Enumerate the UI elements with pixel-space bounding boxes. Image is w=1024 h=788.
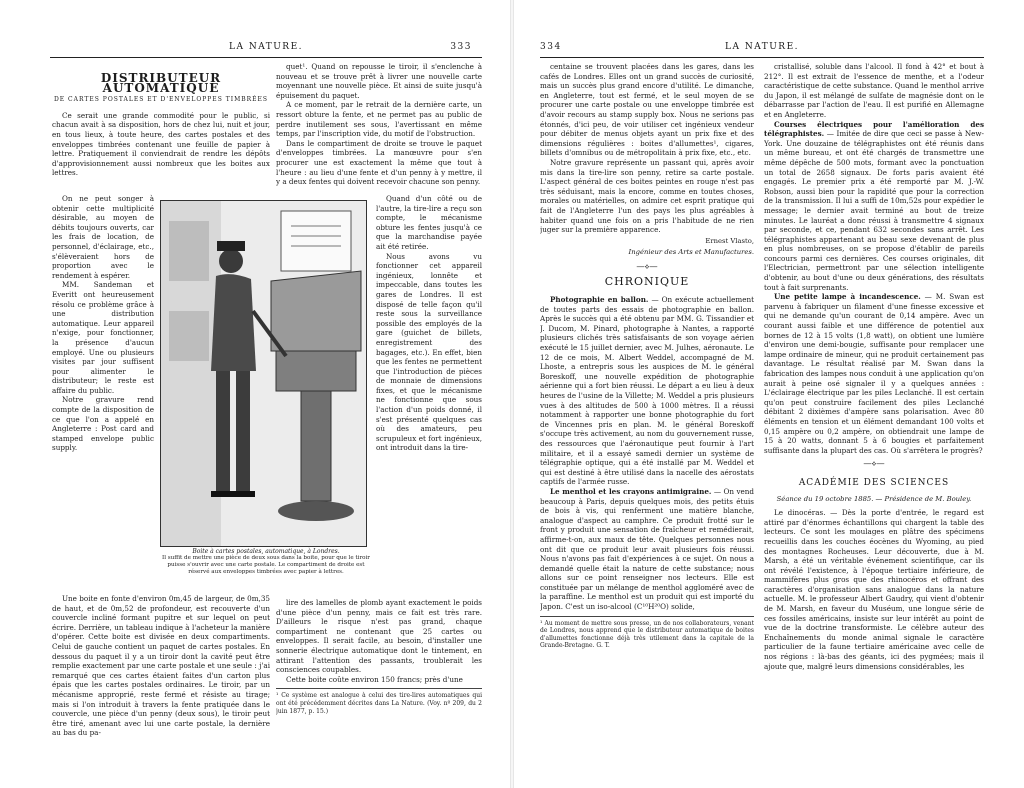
- chronique-item: [540, 295, 754, 487]
- left-column-top: [52, 62, 270, 194]
- article-paragraph: Cette boite coûte environ 150 francs; près d'une: [286, 674, 463, 684]
- article-paragraph: Notre gravure rend compte de la disposition de ce que l'on a appelé en Angleterre : Post card and stamped envelope public supply.: [52, 395, 154, 453]
- right-column-bottom: [276, 598, 482, 784]
- article-paragraph: MM. Sandeman et Everitt ont heureusement résolu ce problème grâce à une distribution automatique. Leur appareil n'exige, pour fonctionner, la présence d'aucun employé. Une ou plusieurs visites par jour suffisent pour alimenter le distributeur; le reste est affaire du public.: [52, 280, 154, 395]
- article-paragraph: On ne peut songer à obtenir cette multiplicité désirable, au moyen de débits toujours ouverts, car les frais de location, de personnel, d'éclairage, etc., s'élèveraient hors de proportion avec le rendement à espérer.: [52, 194, 154, 280]
- left-header-rule: [50, 57, 482, 58]
- left-header-title: LA NATURE.: [228, 42, 303, 52]
- chronique-item-head: Une petite lampe à incandescence.: [774, 292, 921, 302]
- article-paragraph: lire des lamelles de plomb ayant exactement le poids d'une pièce d'un penny, mais ce fait est très rare. D'ailleurs le risque n'est pas grand, chaque compartiment ne contenant que 25 cartes ou enveloppes. Il serait facile, au besoin, d'installer une sonnerie électrique automatique dont le tintement, en attirant l'attention des passants, troublerait les consciences coupables.: [276, 598, 482, 675]
- academie-title: ACADÉMIE DES SCIENCES: [798, 477, 950, 488]
- figure-note: Il suffit de mettre une pièce de deux sous dans la boite, pour que le tiroir puisse s'ouvrir avec une carte postale. Le compartiment de droite est réservé aux enveloppes timbrées avec papier à lettres.: [162, 555, 370, 575]
- article-paragraph: Nous avons vu fonctionner cet appareil ingénieux, lonnête et impeccable, dans toutes les gares de Londres. Il est disposé de telle façon qu'il reste sous la surveillance possible des employés de la gare (guichet de billets, enregistrement des bagages, etc.). En effet, bien que les fentes ne permettent que l'introduction de pièces de monnaie de dimensions fixes, et que le mécanisme ne fonctionne que sous l'action d'un poids donné, il s'est présenté quelques cas où des amateurs, peu scrupuleux et fort ingénieux, ont introduit dans la tire-: [376, 251, 482, 453]
- right-column-narrow: [376, 194, 482, 596]
- article-paragraph: Notre gravure représente un passant qui, après avoir mis dans la tire-lire son penny, retire sa carte postale. L'aspect général de ces boites peintes en rouge n'est pas très séduisant, mais la encore, comme en toutes choses, morales ou matérielles, on admire cet esprit pratique qui fait de l'Angleterre l'un des pays les plus agréables à habiter quand une fois on a pris l'habitude de ne rien juger sur la première apparence.: [540, 157, 754, 235]
- signature-role: Ingénieur des Arts et Manufactures.: [628, 248, 754, 257]
- chronique-item-head: Photographie en ballon.: [550, 295, 649, 305]
- chronique-item-text: — M. Swan est parvenu à fabriquer un filament d'une finesse excessive et qui ne demande qu'un courant de 0,14 ampère. Avec un courant aussi faible et une différence de potentiel aux bornes de 12 à 15 volts (1,8 watt), on obtient une lumière d'environ une demi-bougie, suffisante pour remplacer une lampe ordinaire de mineur, qui ne produit certainement pas davantage. Le résultat réalisé par M. Swan dans la fabrication des lampes nous conduit à une application qu'on aurait à peine osé signaler il y a quelques années : L'éclairage électrique par les piles Leclanché. Il est certain qu'on peut construire facilement des piles Leclanché débitant 2 dixièmes d'ampère sans polarisation. Avec 80 éléments en tension et un élément demandant 100 volts et 0,15 ampère ou 0,2 ampère, on obtiendrait une lampe de 15 à 20 watts, donnant 5 à 6 bougies et parfaitement suffisante dans la plupart des cas. Où s'arrêtera le progrès?: [764, 292, 984, 455]
- right-running-head: [540, 42, 984, 56]
- article-paragraph: Une boite en fonte d'environ 0m,45 de largeur, de 0m,35 de haut, et de 0m,52 de profondeur, est recouverte d'un couvercle incliné formant pupitre et sur lequel on peut écrire. Derrière, un tableau indique à l'acheteur la manière d'opérer. Cette boite est divisée en deux compartiments. Celui de gauche contient un paquet de cartes postales. En dessous du paquet il y a un tiroir dont la cavité peut être remplie exactement par une carte postale et une seule : j'ai remarqué que ces cartes étaient faites d'un carton plus épais que les cartes postales ordinaires. Le tiroir, par un mécanisme approprié, reste fermé et résiste au tirage; mais si l'on introduit à travers la fente pratiquée dans le couvercle, une pièce d'un penny (deux sous), le tiroir peut être tiré, amenant avec lui une carte postale, la dernière au bas du pa-: [52, 594, 270, 738]
- chronique-item: [540, 487, 754, 612]
- left-running-head: [50, 42, 482, 56]
- left-column-narrow: [52, 194, 154, 594]
- article-paragraph: Quand d'un côté ou de l'autre, la tire-lire a reçu son compte, le mécanisme obture les fentes jusqu'à ce que la marchandise payée ait été retirée.: [376, 194, 482, 251]
- chronique-item-text: — Imitée de dire que ceci se passe à New-York. Une douzaine de télégraphistes ont été réunis dans un même bureau, et ont été chargés de transmettre une même dépêche de 500 mots, formant avec la ponctuation un total de 2658 signaux. De forts paris avaient été engagés. Le premier prix a été remporté par M. J.-W. Robson, aussi bien pour la rapidité que pour la correction de la transmission. Il lui a suffi de 10m,52s pour expédier le message; le dernier avait terminé au bout de treize minutes. Le lauréat a donc réussi à transmettre 4 signaux par seconde, et ce, pendant 632 secondes sans arrêt. Les télégraphistes appartenant au beau sexe devenant de plus en plus nombreuses, on se propose d'établir de pareils concours parmi ces dernières. Ces courses originales, dit l'Electrician, permettront par une sélection intelligente d'obtenir, au bout d'une ou deux générations, des résultats tout à fait surprenants.: [764, 129, 984, 292]
- article-subtitle: DE CARTES POSTALES ET D'ENVELOPPES TIMBRÉES: [53, 96, 269, 104]
- article-paragraph: A ce moment, par le retrait de la dernière carte, un ressort obture la fente, et ne permet pas au public de perdre inutilement ses sous, l'avertissant en même temps, par l'inscription vide, du motif de l'obstruction.: [276, 100, 482, 139]
- article-paragraph: centaine se trouvent placées dans les gares, dans les cafés de Londres. Elles ont un grand succès de curiosité, mais un succès plus grand encore d'utilité. Le dimanche, en Angleterre, tout est fermé, et le seul moyen de se procurer une carte postale ou une enveloppe timbrée est d'avoir recours au stamp supply box. Nous ne serions pas étonnés, d'ici peu, de voir utiliser cet ingénieux vendeur pour débiter de menus objets ayant un prix fixe et des dimensions régulières : boites d'allumettes¹, cigares, billets d'omnibus ou de métropolitain à prix fixe, etc., etc.: [540, 62, 754, 158]
- right-column-top: [276, 62, 482, 194]
- chronique-title: CHRONIQUE: [604, 275, 690, 289]
- article-footnote: ¹ Ce système est analogue à celui des tire-lires automatiques qui ont été précédemment décrites dans La Nature. (Voy. nº 209, du 2 juin 1877, p. 15.): [276, 688, 482, 715]
- right-header-title: LA NATURE.: [724, 42, 799, 52]
- figure-caption-block: [160, 548, 372, 576]
- academie-paragraph: Le dinocéras. — Dès la porte d'entrée, le regard est attiré par d'énormes échantillons qui chargent la table des lecteurs. Ce sont les moulages en plâtre des spécimens recueillis dans les couches éocènes du Wyoming, au pied des montagnes Rocheuses. Leur découverte, due à M. Marsh, a été un véritable événement scientifique, car ils ont révélé l'existence, à l'époque tertiaire inférieure, de mammifères plus gros que des rhinocéros et offrant des caractères d'organisation sans analogue dans la nature actuelle. M. le professeur Albert Gaudry, qui vient d'obtenir de M. Marsh, en faveur du Muséum, une longue série de ces fossiles américains, insiste sur leur intérêt au point de vue de la doctrine transformiste. Le célèbre auteur des Enchaînements du monde animal signale le caractère particulier de la faune tertiaire américaine avec celle de nos régions : là-bas des géants, ici des pygmées; mais il ajoute que, malgré leurs dimensions considérables, les: [764, 508, 984, 671]
- chronique-item-text: — On vend beaucoup à Paris, depuis quelques mois, des petits étuis de bois à vis, qui renferment une matière blanche, analogue d'aspect au camphre. Ce produit frotté sur le front y produit une sensation de fraîcheur et remédierait, affirme-t-on, aux maux de tête. Quelques personnes nous ont dit que ce produit leur avait plusieurs fois réussi. Nous n'avons pas fait d'expériences à ce sujet. On nous a demandé quelle était la nature de cette substance; nous allons sur ce point renseigner nos lecteurs. Elle est constituée par un mélange de menthol aggloméré avec de la paraffine. Le menthol est un produit qui est importé du Japon. C'est un iso-alcool (C¹⁰H²⁰O) solide,: [540, 486, 754, 612]
- chronique-item-text: — On exécute actuellement de toutes parts des essais de photographie en ballon. Après le succès qui a été obtenu par MM. G. Tissandier et J. Ducom, M. Pinard, photographe à Nantes, a rapporté plusieurs clichés très satisfaisants de son voyage aérien exécuté le 15 juillet dernier, avec M. Julhes, aéronaute. Le 12 de ce mois, M. Albert Weddel, accompagné de M. Lhoste, a entrepris sous les auspices de M. le général Boreskoff, une nouvelle expédition de photographie aérienne qui a fort bien réussi. Le départ a eu lieu à deux heures de l'usine de la Villette; M. Weddel a pris plusieurs vues à des altitudes de 500 à 1000 mètres. Il a réussi notamment à rapporter une bonne photographie du fort de Vincennes pris en plan. M. le général Boreskoff s'occupe très activement, au nom du gouvernement russe, des ressources que l'aéronautique peut fournir à l'art militaire, et il a essayé samedi dernier un système de télégraphie optique, qui a été installé par M. Weddel et qui est destiné à être utilisé dans la nacelle des aérostats captifs de l'armée russe.: [540, 295, 754, 487]
- seance-line: Séance du 19 octobre 1885. — Présidence de M. Bouley.: [776, 494, 972, 503]
- left-page-number: 333: [450, 42, 472, 52]
- ornament-divider: —⟡—: [636, 261, 658, 271]
- engraving-illustration: [160, 200, 367, 547]
- article-title: DISTRIBUTEUR AUTOMATIQUE: [100, 71, 222, 95]
- column-paragraph: cristallisé, soluble dans l'alcool. Il fond à 42° et bout à 212°. Il est extrait de l'essence de menthe, et a l'odeur caractéristique de cette substance. Quand le menthol arrive du Japon, il est mélangé de sulfate de magnésie dont on le débarrasse par l'action de l'eau. Il est purifié en Allemagne et en Angleterre.: [764, 62, 984, 119]
- right-footnote: ¹ Au moment de mettre sous presse, un de nos collaborateurs, venant de Londres, nous apprend que le distributeur automatique de boites d'allumettes fonctionne déjà très utilement dans la capitale de la Grande-Bretagne. G. T.: [540, 616, 754, 650]
- chronique-item-head: Courses électriques pour l'amélioration des télégraphistes.: [764, 119, 984, 139]
- chronique-item: [764, 292, 984, 455]
- ornament-divider: —⟡—: [863, 459, 885, 469]
- right-page-column-4: [764, 62, 984, 784]
- left-column-bottom: [52, 594, 270, 784]
- article-paragraph: Dans le compartiment de droite se trouve le paquet d'enveloppes timbrées. La manœuvre pour s'en procurer une est exactement la même que tout à l'heure : au lieu d'une fente et d'un penny à y mettre, il y a deux fentes qui doivent recevoir chacune son penny.: [276, 138, 482, 187]
- right-page: [512, 0, 1024, 788]
- chronique-item: [764, 120, 984, 293]
- right-header-rule: [540, 57, 984, 58]
- article-paragraph: quet¹. Quand on repousse le tiroir, il s'enclenche à nouveau et se trouve prêt à livrer une nouvelle carte moyennant une nouvelle pièce. Et ainsi de suite jusqu'à épuisement du paquet.: [276, 62, 482, 100]
- signature-name: Ernest Vlasto,: [705, 236, 754, 245]
- right-page-column-3: [540, 62, 754, 784]
- article-paragraph: Ce serait une grande commodité pour le public, si chacun avait à sa disposition, hors de chez lui, nuit et jour, en tous lieux, à toute heure, des cartes postales et des enveloppes timbrées contenant une feuille de papier à lettre. Pratiquement il conviendrait de rendre les dépôts d'approvisionnement aussi nombreux que les boites aux lettres.: [52, 110, 270, 178]
- chronique-item-head: Le menthol et les crayons antimigraine.: [550, 486, 712, 496]
- figure-caption: Boite à cartes postales, automatique, à Londres.: [192, 548, 340, 555]
- vending-machine-engraving-icon: [161, 201, 366, 546]
- right-page-number: 334: [540, 42, 562, 52]
